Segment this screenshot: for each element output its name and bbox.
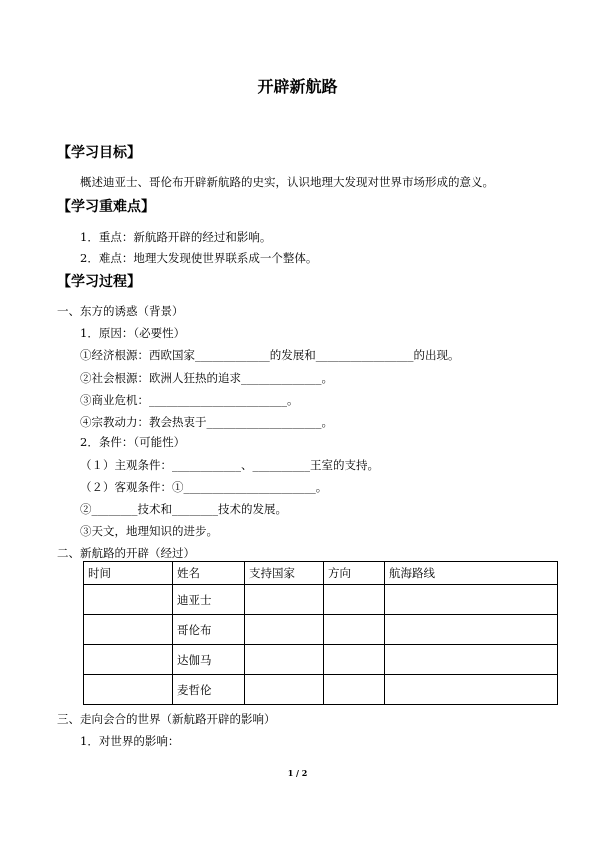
table-row [84, 585, 558, 615]
page-title: 开辟新航路 [257, 77, 338, 96]
table-row [84, 615, 558, 645]
difficult-point-item: 2．难点：地理大发现使世界联系成一个整体。 [80, 251, 318, 265]
header-route: 航海路线 [385, 562, 558, 585]
technology-line: ②________技术和________技术的发展。 [80, 502, 287, 516]
header-sponsor-country: 支持国家 [245, 562, 324, 585]
cell-time [84, 645, 173, 675]
header-name: 姓名 [173, 562, 245, 585]
commercial-crisis-line: ③商业危机：________________________。 [80, 393, 299, 407]
knowledge-line: ③天文，地理知识的进步。 [80, 524, 218, 538]
header-time: 时间 [84, 562, 173, 585]
table-row [84, 675, 558, 705]
voyages-table [83, 561, 558, 705]
conditions-subheading: 2．条件：（可能性） [80, 435, 186, 449]
page-number: 1 / 2 [287, 768, 308, 778]
cell-sponsor-country [245, 585, 324, 615]
cell-direction [324, 585, 385, 615]
objective-conditions-line: （２）客观条件：①_______________________。 [80, 480, 328, 494]
part2-heading: 二、新航路的开辟（经过） [57, 546, 195, 560]
religious-motive-line: ④宗教动力：教会热衷于____________________。 [80, 415, 333, 429]
cell-time [84, 615, 173, 645]
cell-name: 麦哲伦 [173, 675, 245, 705]
cell-route [385, 615, 558, 645]
cell-direction [324, 615, 385, 645]
table-row [84, 645, 558, 675]
process-heading: 【学习过程】 [57, 274, 141, 290]
cell-sponsor-country [245, 675, 324, 705]
cell-name: 哥伦布 [173, 615, 245, 645]
world-impact-subheading: 1．对世界的影响： [80, 734, 180, 748]
part3-heading: 三、走向会合的世界（新航路开辟的影响） [57, 712, 276, 726]
table-header-row [84, 562, 558, 585]
header-direction: 方向 [324, 562, 385, 585]
cause-subheading: 1．原因：（必要性） [80, 326, 186, 340]
cell-route [385, 645, 558, 675]
cell-name: 迪亚士 [173, 585, 245, 615]
cell-direction [324, 675, 385, 705]
cell-route [385, 675, 558, 705]
cell-sponsor-country [245, 615, 324, 645]
objectives-text: 概述迪亚士、哥伦布开辟新航路的史实，认识地理大发现对世界市场形成的意义。 [80, 175, 494, 189]
social-root-line: ②社会根源：欧洲人狂热的追求______________。 [80, 371, 333, 385]
objectives-heading: 【学习目标】 [57, 145, 141, 161]
part1-heading: 一、东方的诱惑（背景） [57, 304, 184, 318]
cell-time [84, 585, 173, 615]
cell-name: 达伽马 [173, 645, 245, 675]
cell-direction [324, 645, 385, 675]
key-point-item: 1．重点：新航路开辟的经过和影响。 [80, 230, 272, 244]
subjective-conditions-line: （１）主观条件：____________、__________王室的支持。 [80, 458, 379, 472]
cell-time [84, 675, 173, 705]
cell-route [385, 585, 558, 615]
economic-root-line: ①经济根源：西欧国家_____________的发展和_________________的出现。 [80, 348, 460, 362]
cell-sponsor-country [245, 645, 324, 675]
key-points-heading: 【学习重难点】 [57, 199, 155, 215]
